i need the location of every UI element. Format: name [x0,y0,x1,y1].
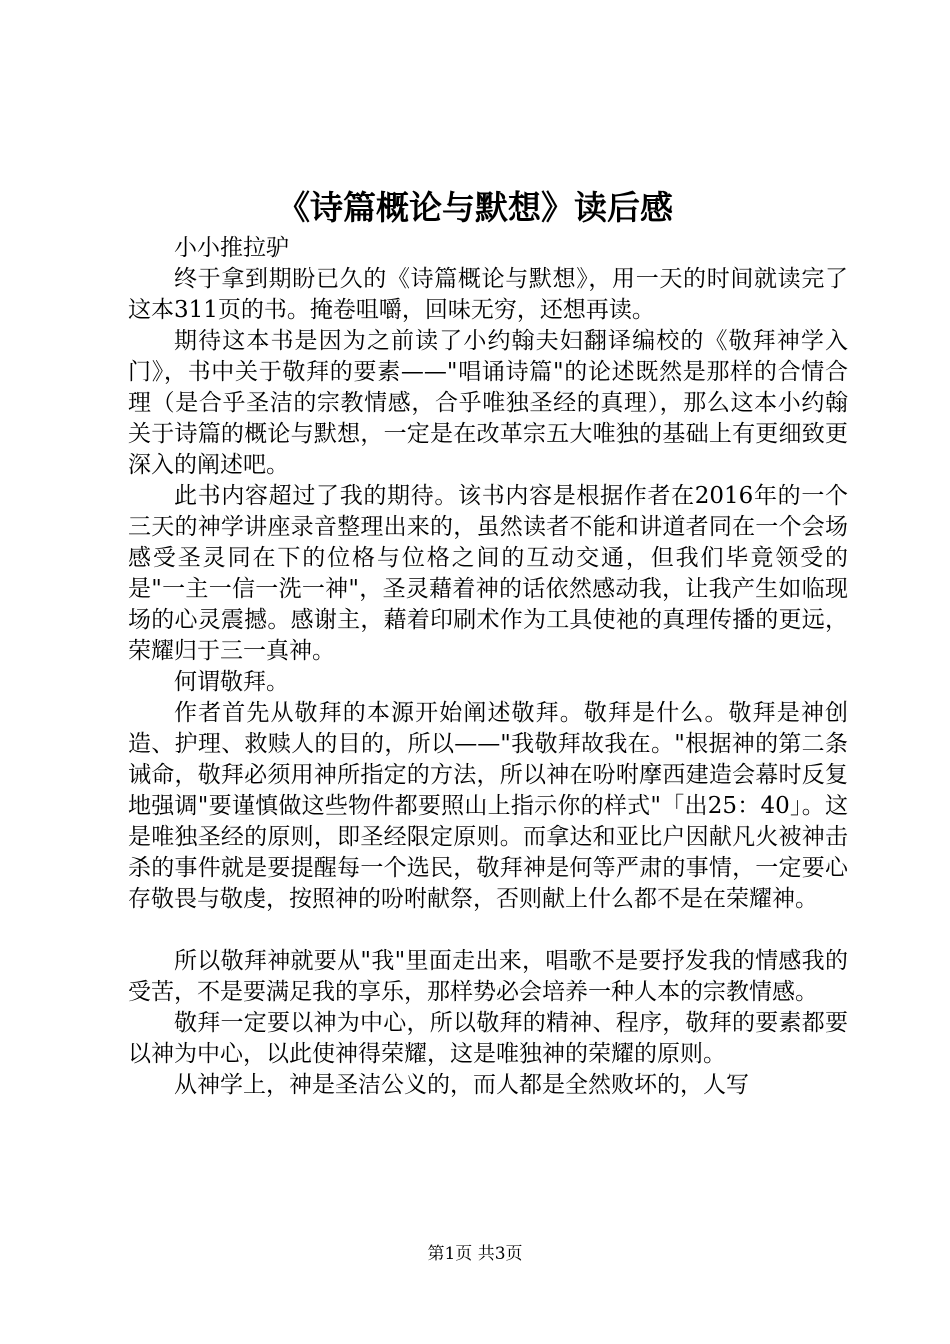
page-title: 《诗篇概论与默想》读后感 [277,188,673,227]
document-body [128,233,848,1101]
paragraph-7: 敬拜一定要以神为中心，所以敬拜的精神、程序，敬拜的要素都要以神为中心，以此使神得荣耀，这是唯独神的荣耀的原则。 [128,1010,848,1067]
paragraph-3: 此书内容超过了我的期待。该书内容是根据作者在2016年的一个三天的神学讲座录音整理出来的，虽然读者不能和讲道者同在一个会场感受圣灵同在下的位格与位格之间的互动交通，但我们毕竟领受的是"一主一信一洗一神"，圣灵藉着神的话依然感动我，让我产生如临现场的心灵震撼。感谢主，藉着印刷术作为工具使祂的真理传播的更远，荣耀归于三一真神。 [128,483,848,664]
paragraph-8: 从神学上，神是圣洁公义的，而人都是全然败坏的，人写 [174,1072,749,1098]
paragraph-5: 作者首先从敬拜的本源开始阐述敬拜。敬拜是什么。敬拜是神创造、护理、救赎人的目的，所以——"我敬拜故我在。"根据神的第二条诫命，敬拜必须用神所指定的方法，所以神在吩咐摩西建造会幕时反复地强调"要谨慎做这些物件都要照山上指示你的样式"「出25：40」。这是唯独圣经的原则，即圣经限定原则。而拿达和亚比户因献凡火被神击杀的事件就是要提醒每一个选民，敬拜神是何等严肃的事情，一定要心存敬畏与敬虔，按照神的吩咐献祭，否则献上什么都不是在荣耀神。 [128,700,848,912]
author-line: 小小推拉驴 [174,235,289,261]
paragraph-4: 何谓敬拜。 [174,669,289,695]
blank-line [128,915,848,946]
paragraph-1: 终于拿到期盼已久的《诗篇概论与默想》，用一天的时间就读完了这本311页的书。掩卷咀嚼，回味无穷，还想再读。 [128,266,848,323]
paragraph-6: 所以敬拜神就要从"我"里面走出来，唱歌不是要抒发我的情感我的受苦，不是要满足我的享乐，那样势必会培养一种人本的宗教情感。 [128,948,848,1005]
page-footer: 第1页 共3页 [427,1244,523,1264]
paragraph-2: 期待这本书是因为之前读了小约翰夫妇翻译编校的《敬拜神学入门》，书中关于敬拜的要素——"唱诵诗篇"的论述既然是那样的合情合理（是合乎圣洁的宗教情感，合乎唯独圣经的真理），那么这本小约翰关于诗篇的概论与默想，一定是在改革宗五大唯独的基础上有更细致更深入的阐述吧。 [128,328,848,478]
